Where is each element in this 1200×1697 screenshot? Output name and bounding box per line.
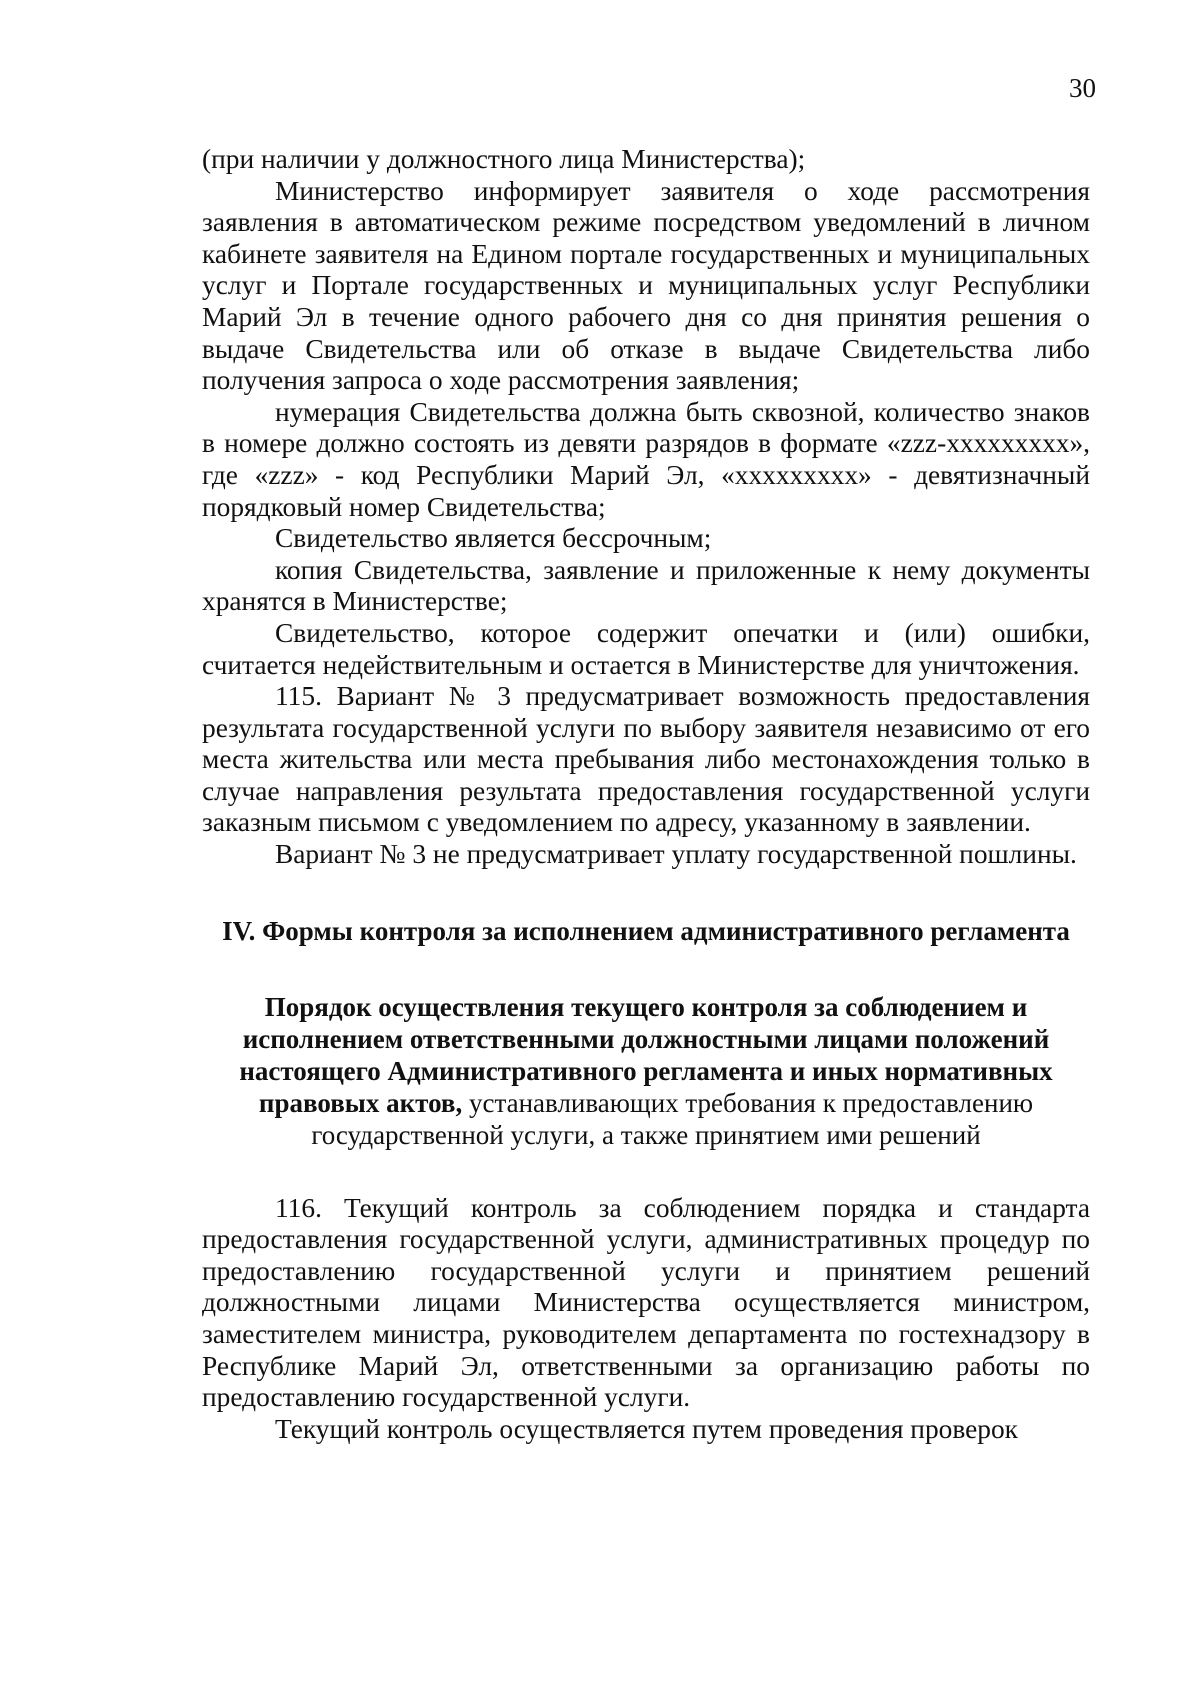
subsection-heading	[202, 991, 1090, 1151]
paragraph-fee: Вариант № 3 не предусматривает уплату государственной пошлины.	[275, 839, 1077, 870]
paragraph-validity: Свидетельство является бессрочным;	[275, 523, 712, 554]
document-body	[202, 144, 1090, 1445]
subsection-heading-regular: устанавливающих требования к предоставлению государственной услуги, а также принятием ими решений	[311, 1087, 1034, 1150]
paragraph-116: 116. Текущий контроль за соблюдением порядка и стандарта предоставления государственной услуги, административных процедур по предоставлению государственной услуги и принятием решений должностными лицами Министерства осуществляется министром, заместителем министра, руководителем департамента по гостехнадзору в Республике Марий Эл, ответственными за организацию работы по предоставлению государственной услуги.	[202, 1192, 1090, 1413]
paragraph-numbering: нумерация Свидетельства должна быть сквозной, количество знаков в номере должно состоять из девяти разрядов в формате «zzz-xxxxxxxxx», где «zzz» - код Республики Марий Эл, «xxxxxxxxx» - девятизначный порядковый номер Свидетельства;	[202, 396, 1090, 522]
section-heading: IV. Формы контроля за исполнением административного регламента	[222, 915, 1070, 946]
subsection-heading-bold: Порядок осуществления текущего контроля за соблюдением и исполнением ответственными должностными лицами положений настоящего Административного регламента и иных нормативных правовых актов,	[239, 991, 1053, 1118]
page-number: 30	[1069, 73, 1096, 103]
paragraph-errors: Свидетельство, которое содержит опечатки и (или) ошибки, считается недействительным и остается в Министерстве для уничтожения.	[202, 617, 1090, 680]
paragraph-115: 115. Вариант № 3 предусматривает возможность предоставления результата государственной услуги по выбору заявителя независимо от его места жительства или места пребывания либо местонахождения только в случае направления результата предоставления государственной услуги заказным письмом с уведомлением по адресу, указанному в заявлении.	[202, 681, 1090, 838]
paragraph-continuation: (при наличии у должностного лица Министерства);	[202, 144, 806, 174]
paragraph-storage: копия Свидетельства, заявление и приложенные к нему документы хранятся в Министерстве;	[202, 554, 1090, 617]
paragraph-inspections: Текущий контроль осуществляется путем проведения проверок	[275, 1413, 1018, 1444]
paragraph-notification: Министерство информирует заявителя о ходе рассмотрения заявления в автоматическом режиме посредством уведомлений в личном кабинете заявителя на Едином портале государственных и муниципальных услуг и Портале государственных и муниципальных услуг Республики Марий Эл в течение одного рабочего дня со дня принятия решения о выдаче Свидетельства или об отказе в выдаче Свидетельства либо получения запроса о ходе рассмотрения заявления;	[202, 175, 1090, 396]
